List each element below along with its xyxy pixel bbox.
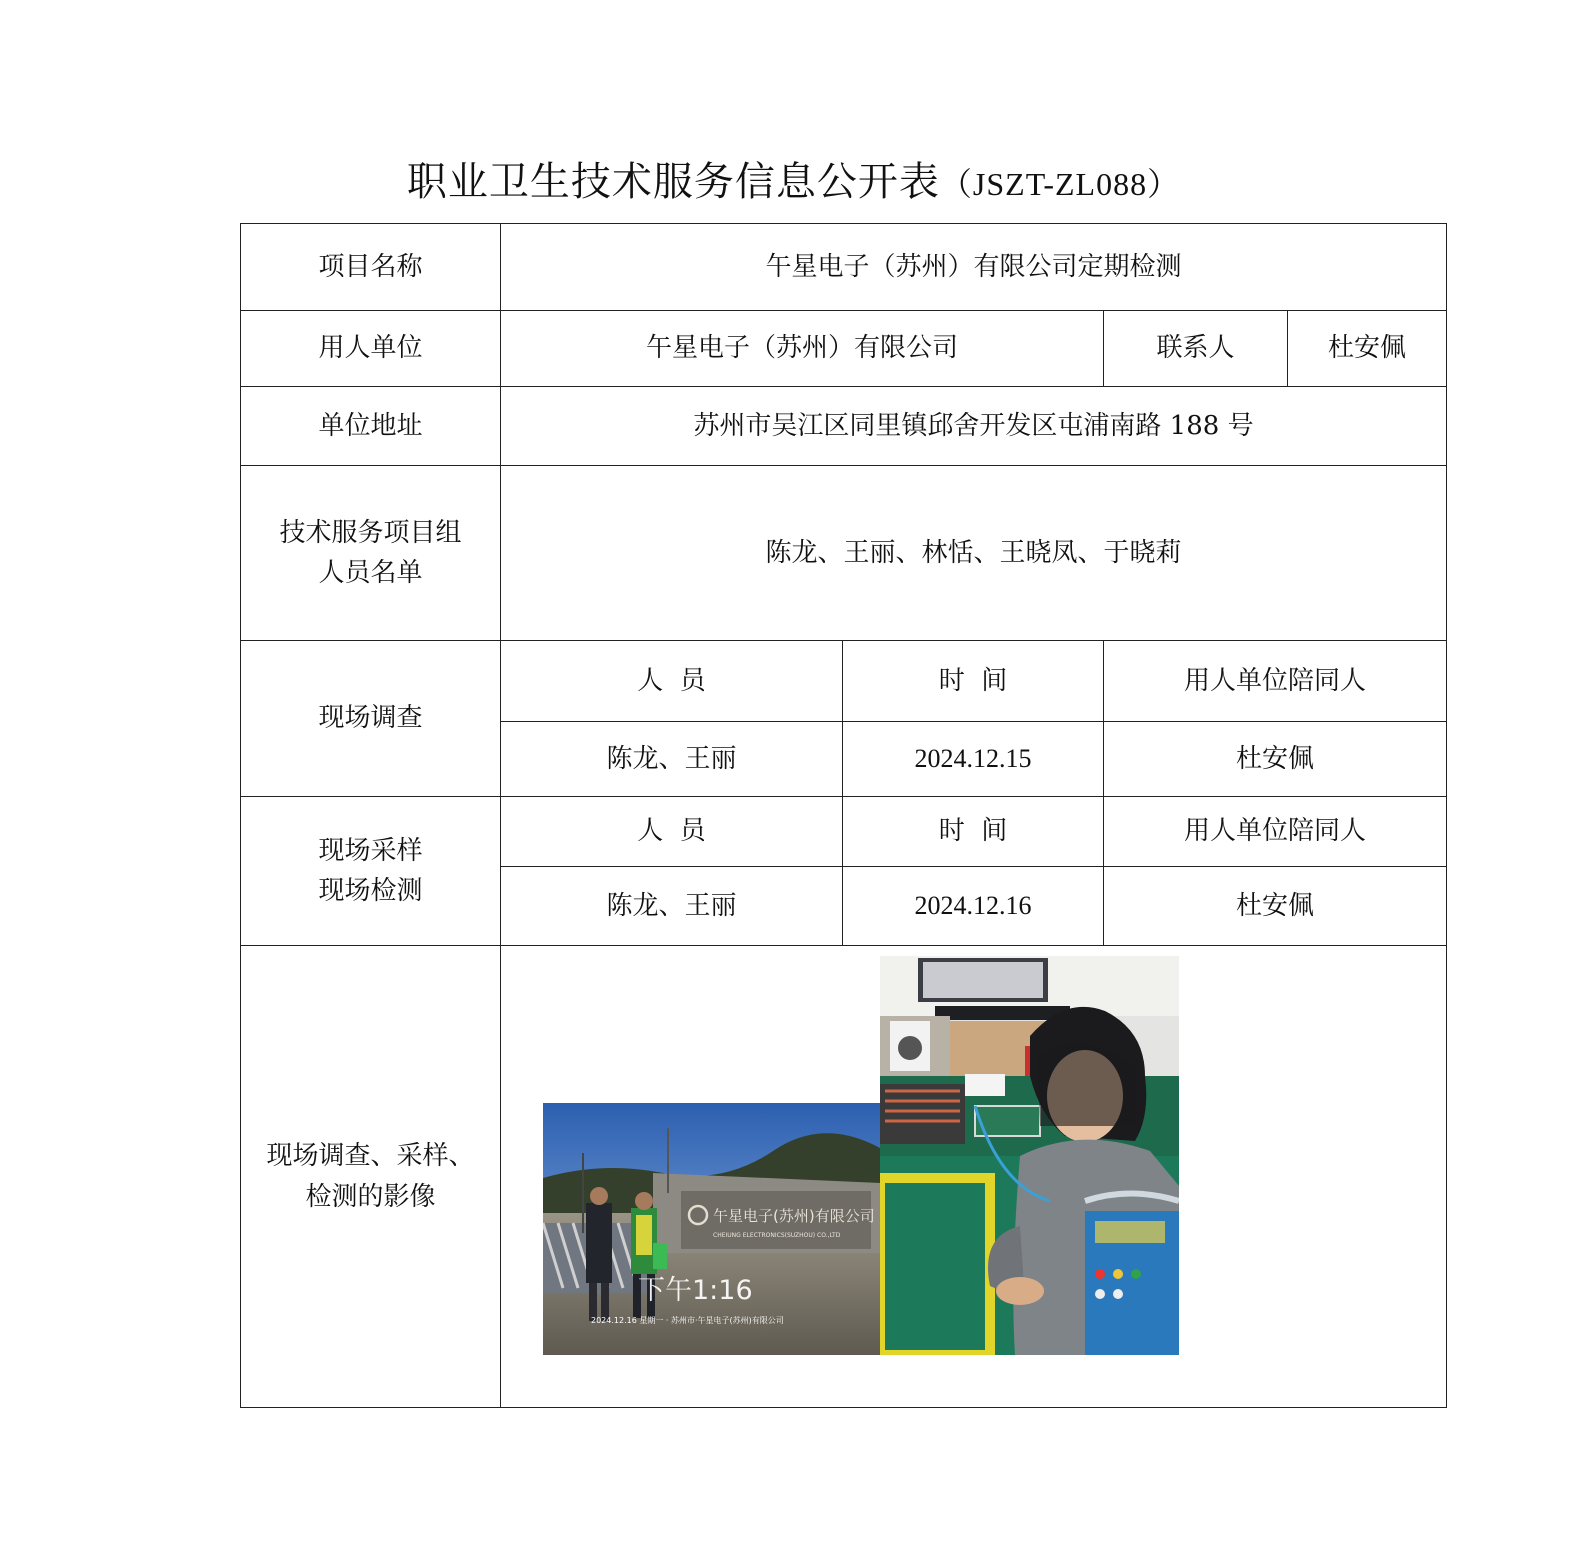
gate-sign-text: 午星电子(苏州)有限公司 bbox=[713, 1207, 875, 1225]
survey-label: 现场调查 bbox=[241, 641, 501, 797]
row-project bbox=[241, 224, 1447, 311]
row-address bbox=[241, 387, 1447, 466]
sampling-label bbox=[241, 797, 501, 946]
team-label-line1: 技术服务项目组 bbox=[279, 517, 462, 548]
images-label bbox=[241, 946, 501, 1408]
project-value: 午星电子（苏州）有限公司定期检测 bbox=[501, 224, 1447, 311]
address-label: 单位地址 bbox=[241, 387, 501, 466]
address-value: 苏州市吴江区同里镇邱舍开发区屯浦南路 188 号 bbox=[501, 387, 1447, 466]
sampling-header-escort: 用人单位陪同人 bbox=[1104, 797, 1447, 867]
sampling-time: 2024.12.16 bbox=[843, 867, 1104, 946]
team-value: 陈龙、王丽、林恬、王晓凤、于晓莉 bbox=[501, 466, 1447, 641]
survey-time: 2024.12.15 bbox=[843, 722, 1104, 797]
sampling-header-people: 人 员 bbox=[501, 797, 843, 867]
survey-header-escort: 用人单位陪同人 bbox=[1104, 641, 1447, 722]
images-label-line2: 检测的影像 bbox=[305, 1181, 436, 1212]
photo-lab-sampling bbox=[880, 956, 1179, 1355]
gate-sign-subtext: CHEIUNG ELECTRONICS(SUZHOU) CO.,LTD bbox=[713, 1232, 841, 1239]
row-survey-header bbox=[241, 641, 1447, 722]
title-main: 职业卫生技术服务信息公开表 bbox=[406, 159, 940, 205]
row-sampling-header bbox=[241, 797, 1447, 867]
sampling-escort: 杜安佩 bbox=[1104, 867, 1447, 946]
row-team bbox=[241, 466, 1447, 641]
photo-area bbox=[501, 946, 1446, 1406]
team-label-line2: 人员名单 bbox=[318, 558, 423, 588]
survey-header-people: 人 员 bbox=[501, 641, 843, 722]
employer-label: 用人单位 bbox=[241, 311, 501, 387]
sampling-header-time: 时 间 bbox=[843, 797, 1104, 867]
images-cell bbox=[501, 946, 1447, 1408]
sampling-label-line1: 现场采样 bbox=[318, 835, 423, 866]
photo-company-gate bbox=[543, 1103, 880, 1355]
employer-value: 午星电子（苏州）有限公司 bbox=[501, 311, 1104, 387]
page-title bbox=[0, 150, 1587, 207]
team-label bbox=[241, 466, 501, 641]
photo-timestamp: 下午1:16 bbox=[638, 1275, 753, 1306]
contact-label: 联系人 bbox=[1104, 311, 1288, 387]
survey-header-time: 时 间 bbox=[843, 641, 1104, 722]
sampling-people: 陈龙、王丽 bbox=[501, 867, 843, 946]
gate-photo-graphic bbox=[543, 1103, 880, 1355]
row-employer bbox=[241, 311, 1447, 387]
contact-value: 杜安佩 bbox=[1288, 311, 1447, 387]
info-table bbox=[240, 223, 1447, 1408]
row-images bbox=[241, 946, 1447, 1408]
survey-people: 陈龙、王丽 bbox=[501, 722, 843, 797]
photo-caption: 2024.12.16 星期一 · 苏州市·午星电子(苏州)有限公司 bbox=[591, 1316, 784, 1325]
survey-escort: 杜安佩 bbox=[1104, 722, 1447, 797]
title-code: （JSZT-ZL088） bbox=[939, 166, 1181, 202]
lab-photo-graphic bbox=[880, 956, 1179, 1355]
sampling-label-line2: 现场检测 bbox=[318, 876, 423, 906]
project-label: 项目名称 bbox=[241, 224, 501, 311]
images-label-line1: 现场调查、采样、 bbox=[266, 1141, 475, 1172]
